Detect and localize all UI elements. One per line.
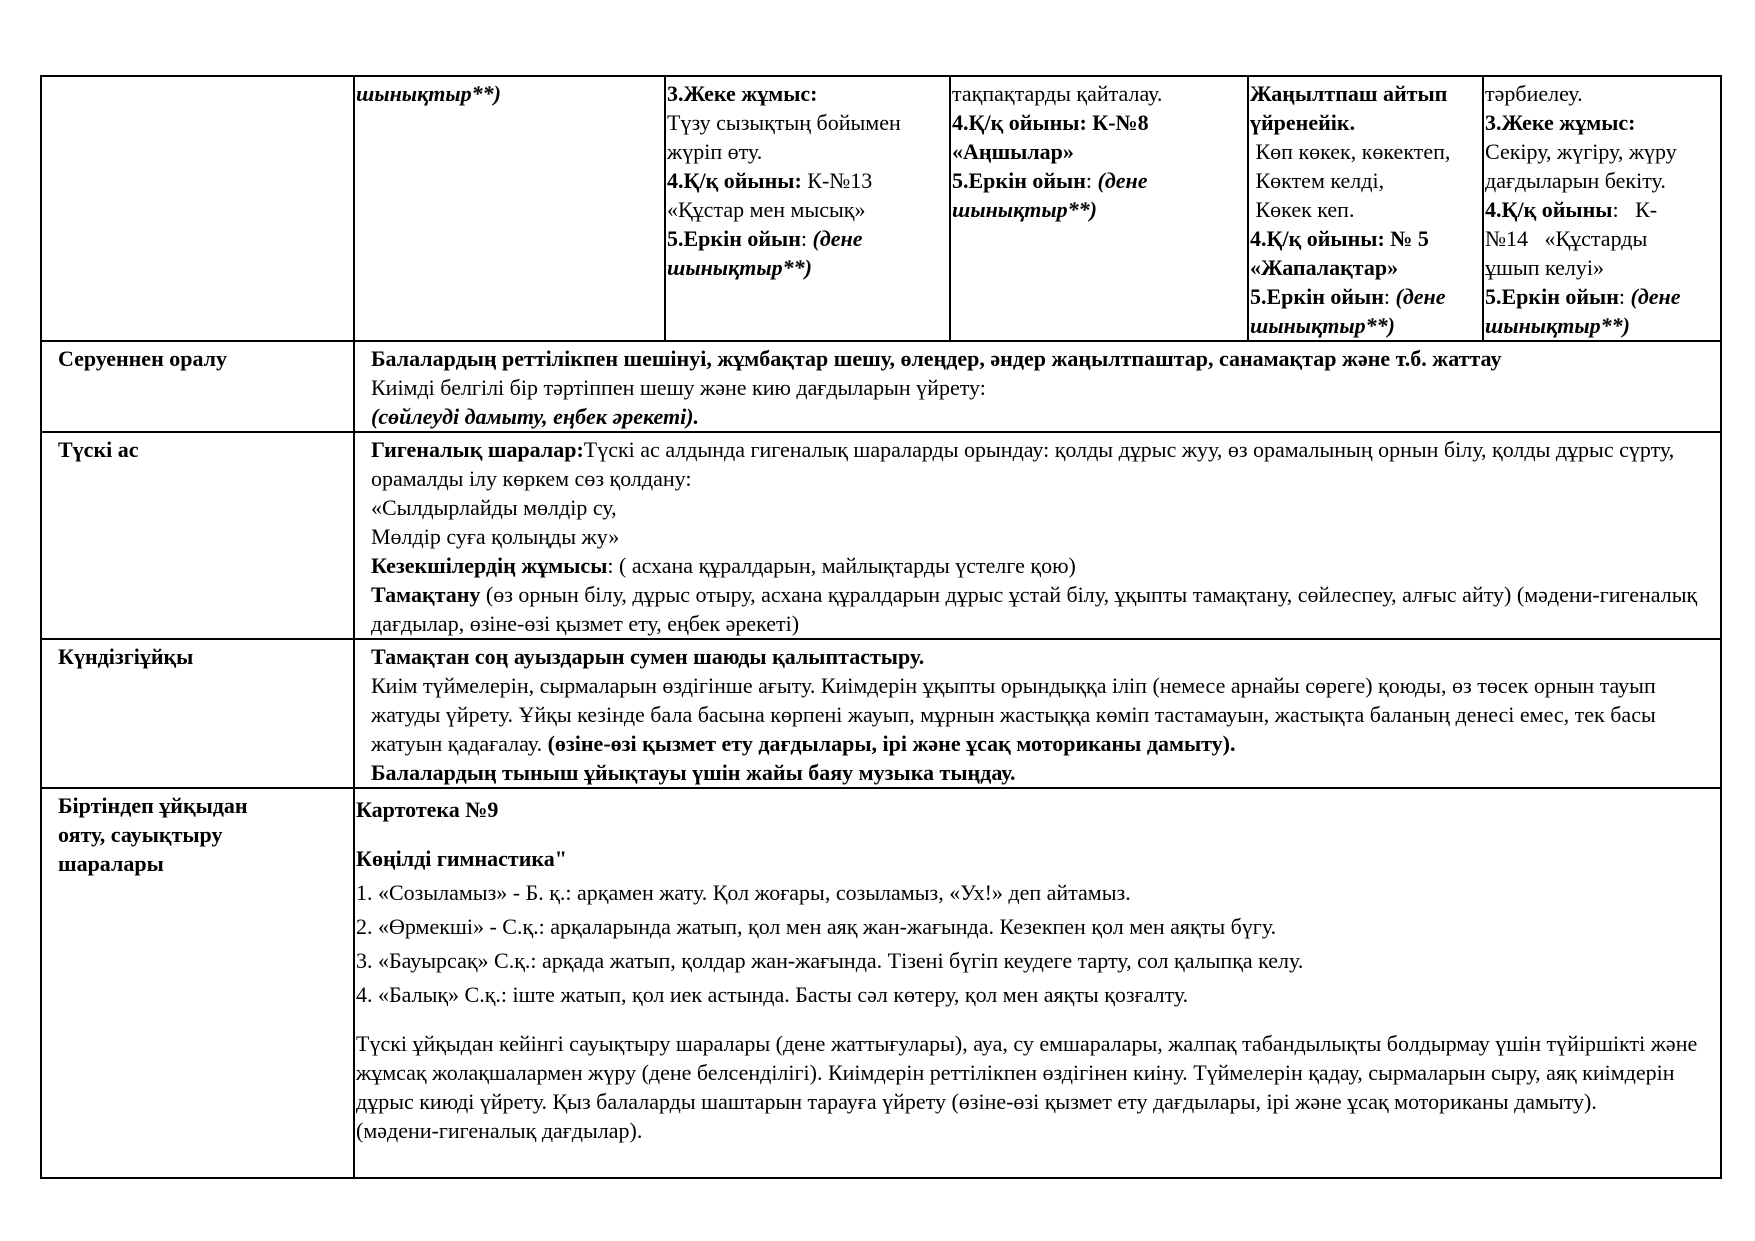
row-label: Күндізгіұйқы [41, 639, 354, 788]
row-label-line: ояту, сауықтыру [58, 822, 223, 847]
day-cell-3 [950, 76, 1248, 341]
empty-label-cell [41, 76, 354, 341]
tongue-twister-heading: үйренейік. [1250, 110, 1356, 135]
row-label-line: Біртіндеп ұйқыдан [58, 793, 248, 818]
exercise-item: 1. «Созыламыз» - Б. қ.: арқамен жату. Қол жоғары, созыламыз, «Ух!» деп айтамыз. [356, 880, 1131, 905]
cell-text: тәрбиелеу. [1485, 81, 1583, 106]
individual-work-heading: 3.Жеке жұмыс: [1485, 110, 1636, 135]
individual-work-heading: 3.Жеке жұмыс: [667, 81, 818, 106]
cell-text: шынықтыр**) [1485, 313, 1630, 338]
cell-text: (дене [812, 226, 863, 251]
cell-text: шынықтыр**) [356, 81, 501, 106]
row-label-line: шаралары [58, 851, 164, 876]
game-heading: 4.Қ/қ ойыны: [667, 168, 802, 193]
cell-text: Киім түймелерін, сырмаларын өздігінше ағыту. Киімдерін ұқыпты орындыққа іліп (немесе арнайы сөреге) қоюды, өз төсек орнын тауып жатуды үйрету. Ұйқы кезінде бала басына көрпені жауып, мұрнын жастыққа көміп тастамауын, жастықта баланың денесі емес, тек басы жатуын қадағалау. [371, 673, 1656, 756]
poem-line: «Сылдырлайды мөлдір су, [371, 495, 617, 520]
cell-text: тақпақтарды қайталау. [952, 81, 1163, 106]
gymnastics-title: Көңілді гимнастика" [356, 846, 567, 871]
return-walk-row [41, 341, 1721, 432]
game-number: К-№13 [801, 168, 873, 193]
cell-text: шынықтыр**) [952, 197, 1097, 222]
poem-line: Мөлдір суға қолыңды жу» [371, 524, 620, 549]
cell-text: шынықтыр**) [1250, 313, 1395, 338]
plan-table [40, 75, 1722, 1179]
cell-text: (дене [1395, 284, 1446, 309]
game-name: ұшып келуі» [1485, 255, 1604, 280]
cell-text: Киімді белгілі бір тәртіппен шешу және кию дағдыларын үйрету: [371, 375, 986, 400]
cell-text: (дене [1630, 284, 1681, 309]
game-name: «Аңшылар» [952, 139, 1074, 164]
cell-text: Түскі ас алдында гигеналық шараларды орындау: қолды дұрыс жуу, өз орамалының орнын білу, қолды дұрыс сүрту, орамалды ілу көркем сөз қолдану: [371, 437, 1675, 491]
cell-text: Түзу сызықтың бойымен [667, 110, 901, 135]
day-cell-4 [1248, 76, 1483, 341]
card-title: Картотека №9 [356, 797, 499, 822]
hygiene-heading: Гигеналық шаралар: [371, 437, 584, 462]
lunch-row [41, 432, 1721, 639]
row-label: Серуеннен оралу [41, 341, 354, 432]
health-paragraph: Түскі ұйқыдан кейінгі сауықтыру шаралары (дене жаттығулары), ауа, су емшаралары, жалпақ табандылықты болдырмау үшін түйіршікті және жұмсақ жолақшалармен жүру (дене белсенділігі). Киімдерін реттілікпен өздігінен киіну. Түймелерін қадау, сырмаларын сыру, аяқ киімдерін дұрыс киюді үйрету. Қыз балаларды шаштарын тарауға үйрету (өзіне-өзі қызмет ету дағдылары, ірі және ұсақ моториканы дамыту). [356, 1031, 1698, 1114]
exercise-item: 3. «Бауырсақ» С.қ.: арқада жатып, қолдар жан-жағында. Тізені бүгіп кеудеге тарту, сол қалыпқа келу. [356, 948, 1304, 973]
exercise-item: 4. «Балық» С.қ.: іште жатып, қол иек астында. Басты сәл көтеру, қол мен аяқты қозғалту. [356, 982, 1189, 1007]
walk-continuation-row [41, 76, 1721, 341]
game-heading: 4.Қ/қ ойыны: № 5 [1250, 226, 1429, 251]
game-name: «Құстар мен мысық» [667, 197, 866, 222]
day-cell-1 [354, 76, 665, 341]
free-play-heading: 5.Еркін ойын [1250, 284, 1384, 309]
day-cell-2 [665, 76, 950, 341]
eating-heading: Тамақтану [371, 582, 481, 607]
colon: : [1618, 284, 1631, 309]
nap-content [354, 639, 1721, 788]
cell-text: (өзіне-өзі қызмет ету дағдылары, ірі және ұсақ моториканы дамыту). [547, 731, 1236, 756]
cell-text: (мәдени-гигеналық дағдылар). [356, 1118, 643, 1143]
game-heading: 4.Қ/қ ойыны [1485, 197, 1613, 222]
cell-text: Тамақтан соң ауыздарын сумен шаюды қалыптастыру. [371, 644, 925, 669]
game-heading: 4.Қ/қ ойыны: К-№8 [952, 110, 1149, 135]
cell-text: Секіру, жүгіру, жүру [1485, 139, 1677, 164]
free-play-heading: 5.Еркін ойын [952, 168, 1086, 193]
colon: : [1085, 168, 1098, 193]
colon: : [1383, 284, 1396, 309]
cell-text: Көктем келді, [1250, 168, 1385, 193]
tongue-twister-heading: Жаңылтпаш айтып [1250, 81, 1448, 106]
exercise-item: 2. «Өрмекші» - С.қ.: арқаларында жатып, қол мен аяқ жан-жағында. Кезекпен қол мен аяқты бүгу. [356, 914, 1277, 939]
return-walk-content [354, 341, 1721, 432]
cell-text: (дене [1097, 168, 1148, 193]
cell-text: Балалардың тыныш ұйықтауы үшін жайы баяу музыка тыңдау. [371, 760, 1016, 785]
cell-text: Көкек кеп. [1250, 197, 1355, 222]
cell-text: (өз орнын білу, дұрыс отыру, асхана құралдарын дұрыс ұстай білу, ұқыпты тамақтану, сөйлеспеу, алғыс айту) (мәдени-гигеналық дағдылар, өзіне-өзі қызмет ету, еңбек әрекеті) [371, 582, 1698, 636]
cell-text: дағдыларын бекіту. [1485, 168, 1666, 193]
free-play-heading: 5.Еркін ойын [1485, 284, 1619, 309]
nap-row [41, 639, 1721, 788]
colon: : [800, 226, 813, 251]
row-label [41, 788, 354, 1178]
cell-text: Көп көкек, көкектеп, [1250, 139, 1451, 164]
row-label: Түскі ас [41, 432, 354, 639]
cell-text: (сөйлеуді дамыту, еңбек әрекеті). [371, 404, 700, 429]
free-play-heading: 5.Еркін ойын [667, 226, 801, 251]
wakeup-content [354, 788, 1721, 1178]
game-name: «Жапалақтар» [1250, 255, 1399, 280]
wakeup-row [41, 788, 1721, 1178]
day-cell-5 [1483, 76, 1721, 341]
duty-heading: Кезекшілердің жұмысы [371, 553, 608, 578]
cell-text: шынықтыр**) [667, 255, 812, 280]
game-name: №14 «Құстарды [1485, 226, 1648, 251]
lunch-content [354, 432, 1721, 639]
cell-text: : ( асхана құралдарын, майлықтарды үстелге қою) [607, 553, 1076, 578]
game-number: : К- [1612, 197, 1658, 222]
cell-text: Балалардың реттілікпен шешінуі, жұмбақтар шешу, өлеңдер, әндер жаңылтпаштар, санамақтар және т.б. жаттау [371, 346, 1502, 371]
cell-text: жүріп өту. [667, 139, 763, 164]
